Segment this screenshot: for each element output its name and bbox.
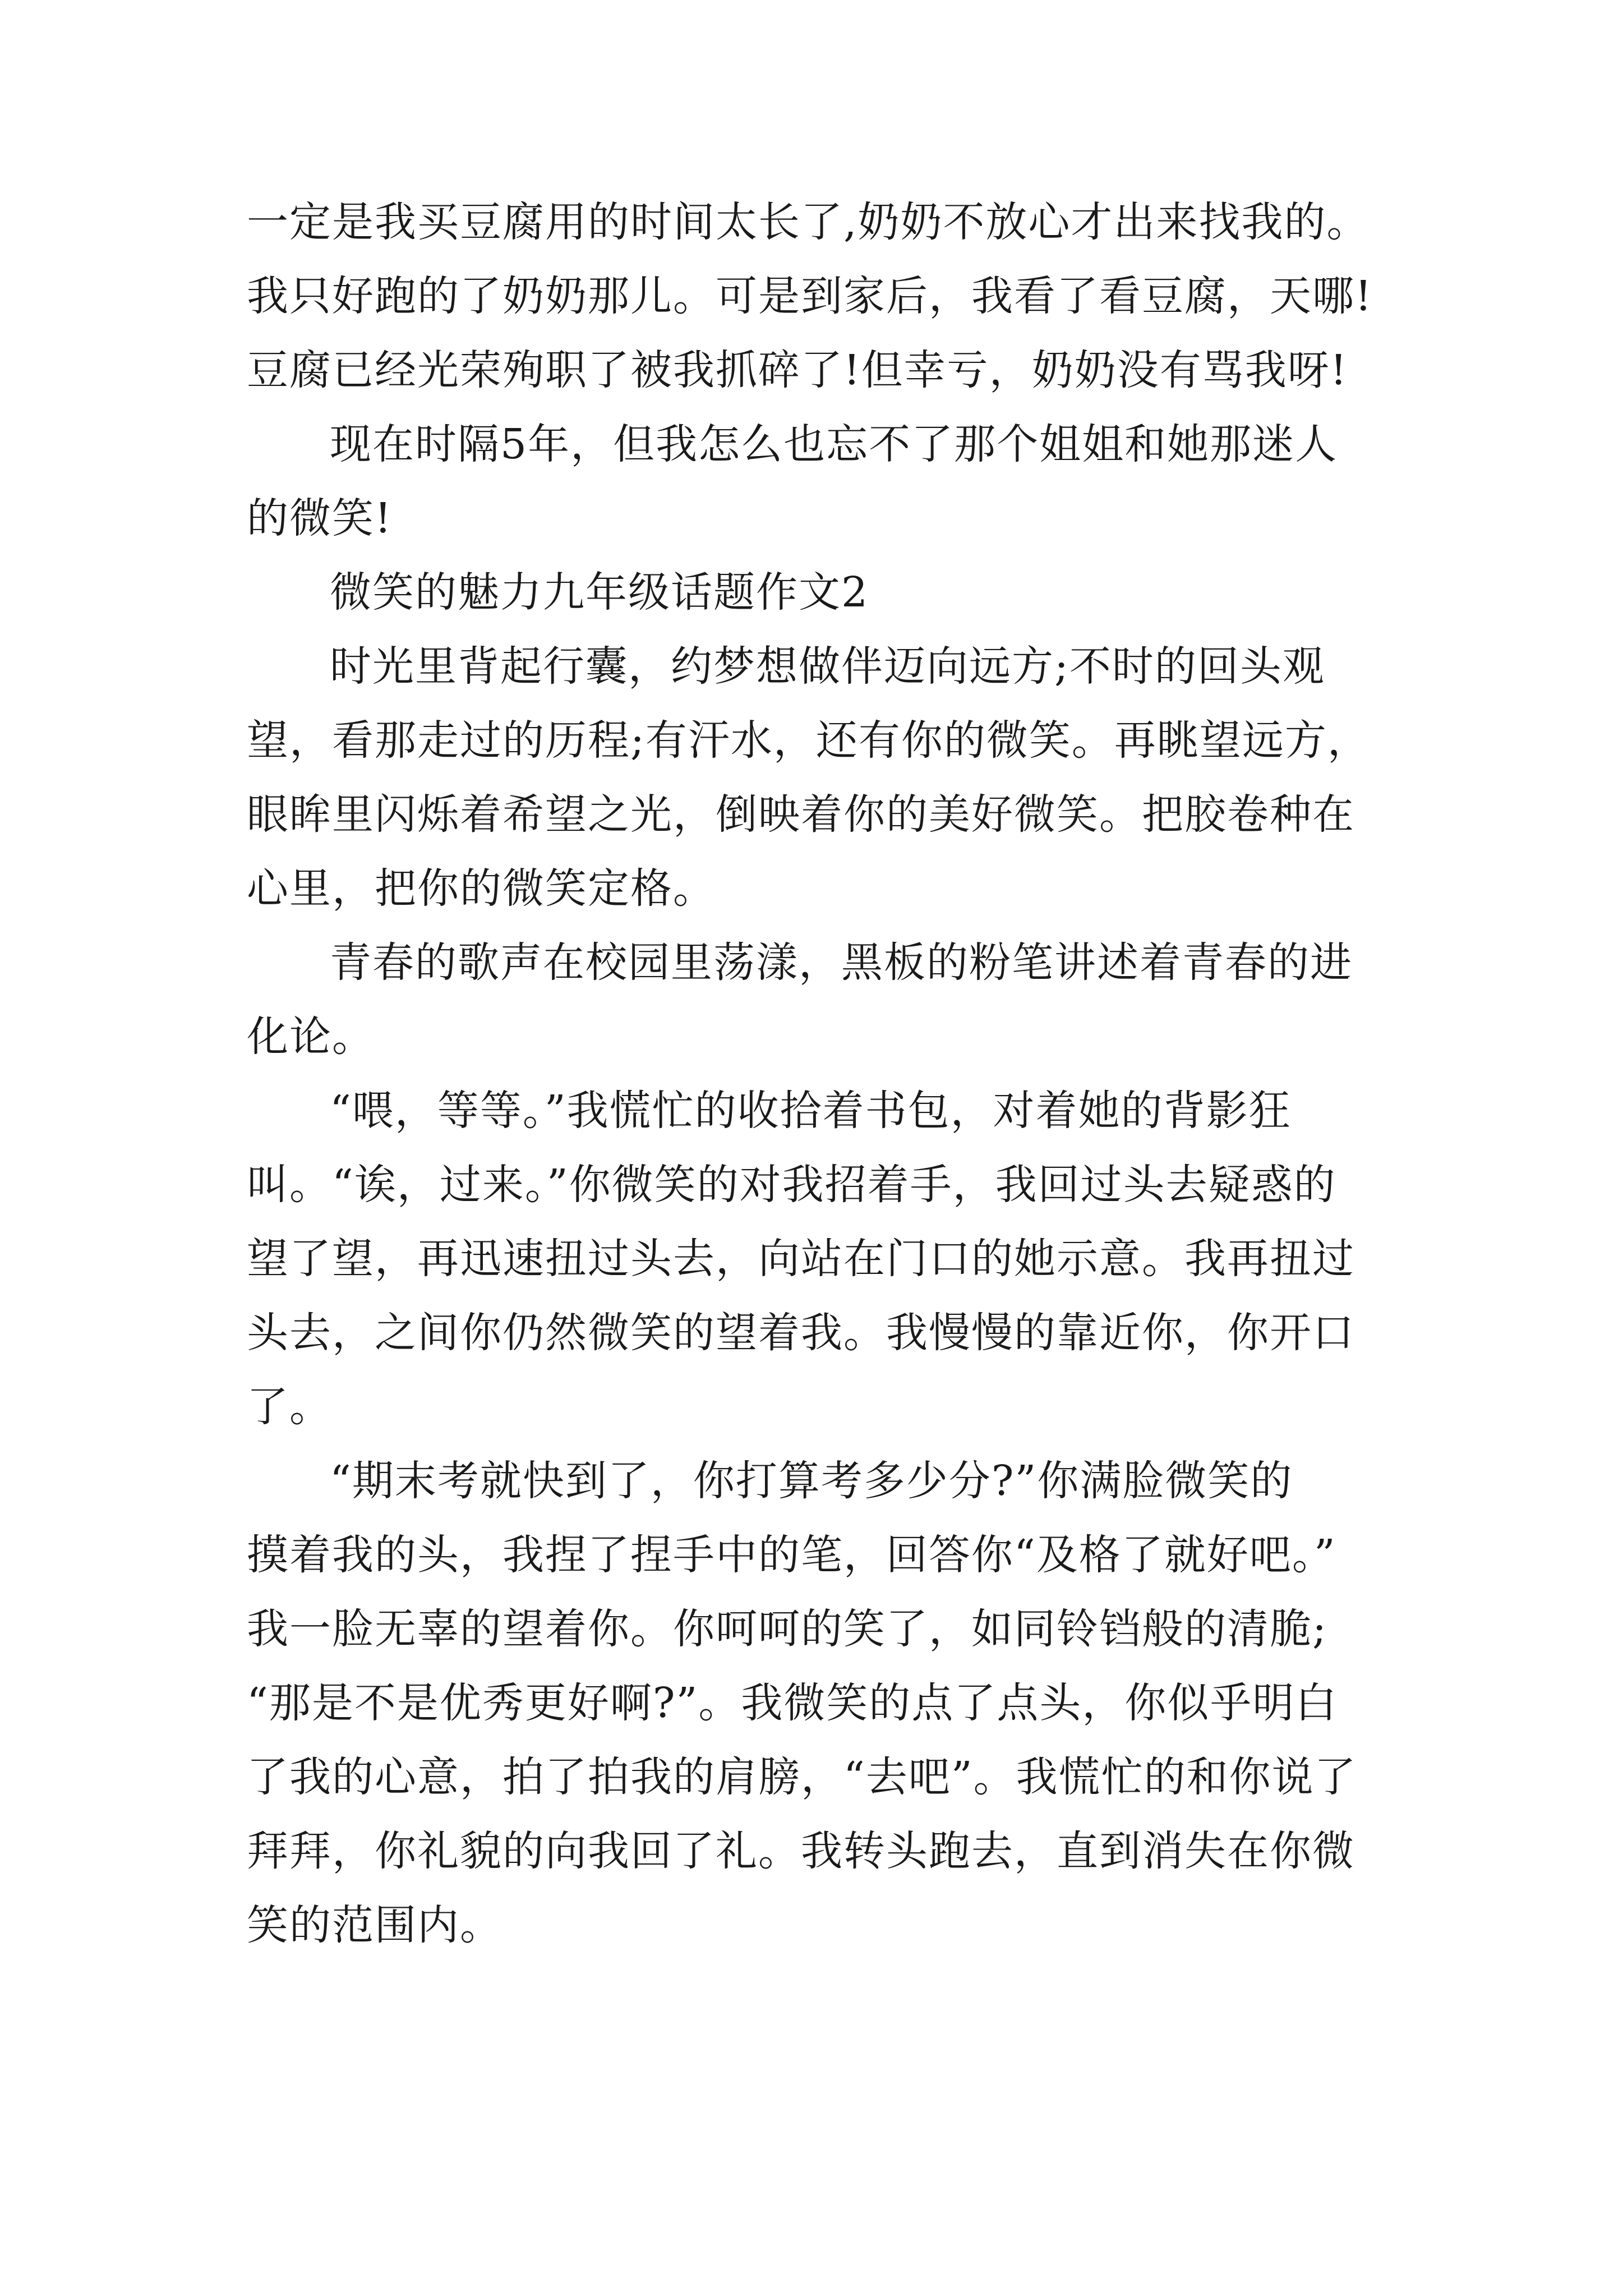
- essay-title: 微笑的魅力九年级话题作文2: [330, 568, 869, 616]
- text-line: 叫。“诶，过来。”你微笑的对我招着手，我回过头去疑惑的: [247, 1161, 1336, 1209]
- text-line: 笑的范围内。: [247, 1901, 502, 1949]
- text-line: 心里，把你的微笑定格。: [247, 864, 716, 913]
- text-line: 摸着我的头，我捏了捏手中的笔，回答你“及格了就好吧。”: [247, 1531, 1336, 1579]
- essay-body: [247, 185, 1447, 1962]
- text-line: 我一脸无辜的望着你。你呵呵的笑了，如同铃铛般的清脆;: [247, 1605, 1327, 1653]
- text-line: 拜拜，你礼貌的向我回了礼。我转头跑去，直到消失在你微: [247, 1827, 1355, 1875]
- paragraph-start-line: 现在时隔5年，但我怎么也忘不了那个姐姐和她那迷人: [330, 420, 1338, 468]
- text-line: 的微笑!: [247, 494, 393, 542]
- paragraph-start-line: “期末考就快到了，你打算考多少分?”你满脸微笑的: [330, 1457, 1293, 1505]
- text-line: 化论。: [247, 1013, 375, 1061]
- text-line: 了我的心意，拍了拍我的肩膀，“去吧”。我慌忙的和你说了: [247, 1753, 1357, 1801]
- text-line: 我只好跑的了奶奶那儿。可是到家后，我看了看豆腐，天哪!: [247, 272, 1373, 320]
- text-line: 眼眸里闪烁着希望之光，倒映着你的美好微笑。把胶卷种在: [247, 790, 1355, 839]
- text-line: 望了望，再迅速扭过头去，向站在门口的她示意。我再扭过: [247, 1235, 1355, 1283]
- paragraph-start-line: 青春的歌声在校园里荡漾，黑板的粉笔讲述着青春的进: [330, 938, 1353, 987]
- text-line: 了。: [247, 1383, 332, 1431]
- text-line: 一定是我买豆腐用的时间太长了,奶奶不放心才出来找我的。: [247, 198, 1370, 246]
- paragraph-start-line: “喂，等等。”我慌忙的收拾着书包，对着她的背影狂: [330, 1087, 1292, 1135]
- text-line: 头去，之间你仍然微笑的望着我。我慢慢的靠近你，你开口: [247, 1309, 1355, 1357]
- text-line: 望，看那走过的历程;有汗水，还有你的微笑。再眺望远方，: [247, 716, 1370, 765]
- text-line: “那是不是优秀更好啊?”。我微笑的点了点头，你似乎明白: [247, 1679, 1338, 1727]
- paragraph-start-line: 时光里背起行囊，约梦想做伴迈向远方;不时的回头观: [330, 642, 1325, 691]
- text-line: 豆腐已经光荣殉职了被我抓碎了!但幸亏，奶奶没有骂我呀!: [247, 346, 1348, 394]
